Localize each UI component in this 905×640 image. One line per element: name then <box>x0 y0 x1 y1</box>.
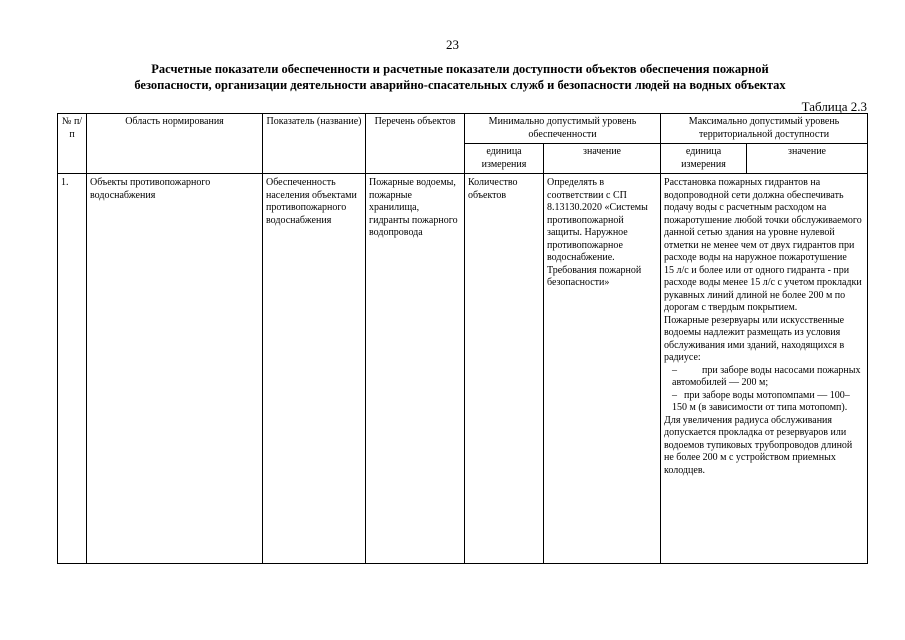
cell-min-unit: Количество объектов <box>465 174 544 564</box>
dash-marker: – <box>672 364 678 376</box>
table-row <box>58 174 868 564</box>
max-text-paragraph-4: Для увеличения радиуса обслуживания допускается прокладка от резервуаров или водоемов тупиковых трубопроводов длиной не более 200 м с устройством приемных колодцев. <box>664 414 853 476</box>
max-text-paragraph-3: Пожарные резервуары или искусственные водоемы надлежит размещать из условия обслуживания ими зданий, находящихся в радиусе: <box>664 314 845 363</box>
document-title-line-2: безопасности, организации деятельности аварийно-спасательных служб и безопасности людей на водных объектах <box>134 78 786 92</box>
header-objects: Перечень объектов <box>366 114 465 174</box>
cell-number: 1. <box>58 174 87 564</box>
list-item <box>664 365 864 390</box>
dash-marker: – <box>672 389 678 401</box>
cell-area: Объекты противопожарного водоснабжения <box>87 174 263 564</box>
header-min-unit: единица измерения <box>465 144 544 174</box>
document-title <box>60 61 860 93</box>
max-text-paragraph-1: Расстановка пожарных гидрантов на водопроводной сети должна обеспечивать подачу воды с расчетным расходом на пожаротушение любой точки обслуживаемого данной сетью здания на уровне нулевой отметки не менее чем от двух гидрантов при расходе воды на наружное пожаротушение <box>664 177 862 263</box>
header-min-value: значение <box>544 144 661 174</box>
list-item <box>664 390 864 415</box>
table-caption: Таблица 2.3 <box>801 99 867 114</box>
cell-max-accessibility <box>661 174 868 564</box>
header-max-unit: единица измерения <box>661 144 747 174</box>
header-indicator: Показатель (название) <box>263 114 366 174</box>
table-header-row <box>58 114 868 144</box>
list-item-text: при заборе воды насосами пожарных автомобилей — 200 м; <box>672 364 861 388</box>
list-item-text: при заборе воды мотопомпами — 100–150 м (в зависимости от типа мотопомп). <box>672 389 850 413</box>
cell-objects: Пожарные водоемы, пожарные хранилища, гидранты пожарного водопровода <box>366 174 465 564</box>
max-text-paragraph-2: 15 л/с и более или от одного гидранта - при расходе воды менее 15 л/с с учетом прокладки рукавных линий длиной не более 200 м по дорогам с твердым покрытием. <box>664 264 862 313</box>
header-max-level: Максимально допустимый уровень территориальной доступности <box>661 114 868 144</box>
document-title-line-1: Расчетные показатели обеспеченности и расчетные показатели доступности объектов обеспечения пожарной <box>151 62 769 76</box>
page-number: 23 <box>446 37 459 52</box>
cell-min-value: Определять в соответствии с СП 8.13130.2020 «Системы противопожарной защиты. Наружное противопожарное водоснабжение. Требования пожарной безопасности» <box>544 174 661 564</box>
cell-indicator: Обеспеченность населения объектами противопожарного водоснабжения <box>263 174 366 564</box>
header-number: № п/п <box>58 114 87 174</box>
header-max-value: значение <box>747 144 868 174</box>
header-min-level: Минимально допустимый уровень обеспеченности <box>465 114 661 144</box>
standards-table <box>57 113 868 564</box>
header-area: Область нормирования <box>87 114 263 174</box>
